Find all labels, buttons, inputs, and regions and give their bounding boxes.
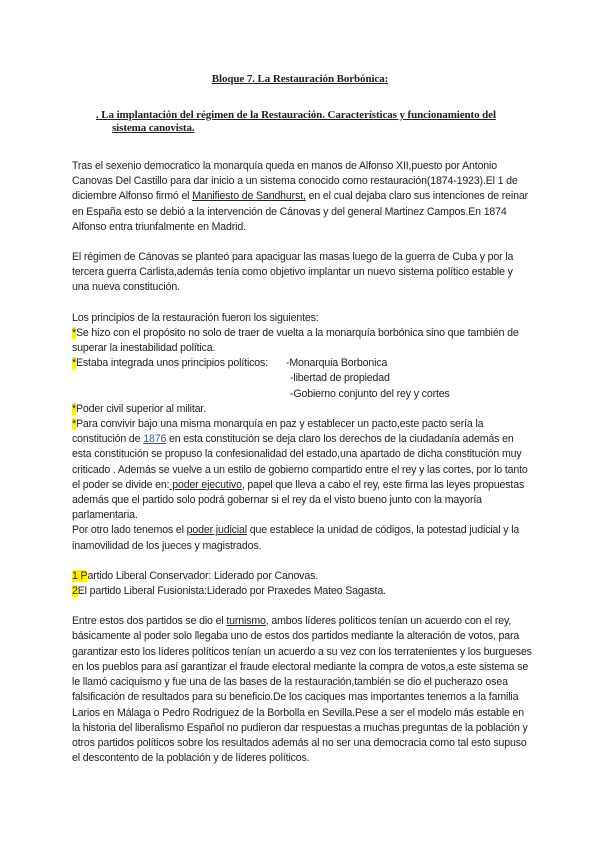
partido-2: 2El partido Liberal Fusionista:Liderado por Praxedes Mateo Sagasta. [72,585,386,598]
star-marker: * [72,418,76,431]
year-1876-link[interactable]: 1876 [143,433,167,446]
manifiesto-sandhurst: Manifiesto de Sandhurst, [192,190,306,203]
subtitle-line-1: La implantación del régimen de la Restauración. Características y funcionamiento del [98,109,496,121]
principio-2-value-1: -Monarquia Borbonica [286,357,388,370]
principio-1: *Se hizo con el propósito no solo de traer de vuelta a la monarquía borbónica sino que también de superar la inestabilidad política. [72,326,519,355]
document-body [72,159,532,766]
poder-judicial-paragraph: Por otro lado tenemos el poder judicial que establece la unidad de códigos, la potestad judicial y la inamovilidad de los jueces y magistrados. [72,524,520,552]
document-title: Bloque 7. La Restauración Borbónica: [211,73,389,85]
subtitle-bullet: . [96,109,99,121]
turnismo: turnismo [226,615,266,628]
paragraph-intro: Tras el sexenio democratico la monarquía queda en manos de Alfonso XII,puesto por Antonio Canovas Del Castillo para dar inicio a un sistema conocido como restauración(1874-1923).El 1 de diciembre Alfonso firmó el Manifiesto de Sandhurst, en el cual dejaba claro sus intenciones de reinar en España esto se debió a la intervención de Cánovas y del general Martinez Campos.En 1874 Alfonso entra triunfalmente en Madrid. [72,160,528,233]
star-marker: * [72,357,76,370]
section-subtitle [96,109,516,135]
principio-4: *Para convivir bajo una misma monarquía en paz y establecer un pacto,este pacto sería la constitución de 1876 en esta constitución se deja claro los derechos de la ciudadanía además en esta constitución se propuso la confesionalidad del estado,una apartado de dicha constitución muy criticado . Además se vuelve a un estilo de gobierno compartido entre el rey y las cortes, por lo tanto el poder se divide en: poder ejecutivo, papel que lleva a cabo el rey, este firma las leyes propuestas además que el partido solo podrá gobernar si el rey da el visto bueno junto con la mayoría parlamentaria. [72,418,528,522]
subtitle-line-2: sistema canovista. [112,122,195,134]
star-marker: * [72,326,76,339]
principio-2-value-3: -Gobierno conjunto del rey y cortes [290,387,450,400]
principios-intro: Los principios de la restauración fueron los siguientes: [72,311,319,324]
partido-1: 1 Partido Liberal Conservador: Liderado por Canovas. [72,569,319,582]
poder-judicial: poder judicial [186,524,247,537]
principio-2-value-2: -libertad de propiedad [290,372,390,385]
poder-ejecutivo: poder ejecutivo [169,478,242,491]
paragraph-turnismo: Entre estos dos partidos se dio el turnismo, ambos líderes políticos tenían un acuerdo con el rey, básicamente al poder solo llegaba uno de estos dos partidos mediante la alteración de votos, para garantizar esto los líderes políticos tenían un acuerdo a su vez con los terratenientes y los burgueses en los pueblos para así garantizar el fraude electoral mediante la compra de votos,a este sistema se le llamó caciquismo y fue una de las bases de la restauración,también se dio el pucherazo osea falsificación de resultados para su beneficio.De los caciques mas importantes tenemos a la familia Larios en Málaga o Pedro Rodriguez de la Borbolla en Sevilla.Pese a ser el modelo más estable en la historia del liberalismo Español no pudieron dar respuestas a muchas preguntas de la población y otros partidos políticos sobre los resultados además al no ser una democracia como tal esto supuso el descontento de la población y de líderes políticos. [72,615,532,765]
principio-3: *Poder civil superior al militar. [72,402,207,415]
star-marker: * [72,402,76,415]
paragraph-regimen: El régimen de Cánovas se planteó para apaciguar las masas luego de la guerra de Cuba y por la tercera guerra Carlista,además tenía como objetivo implantar un nuevo sistema político estable y una nueva constitución. [72,251,514,294]
principio-2: *Estaba integrada unos principios políticos: -Monarquia Borbonica [72,356,532,371]
